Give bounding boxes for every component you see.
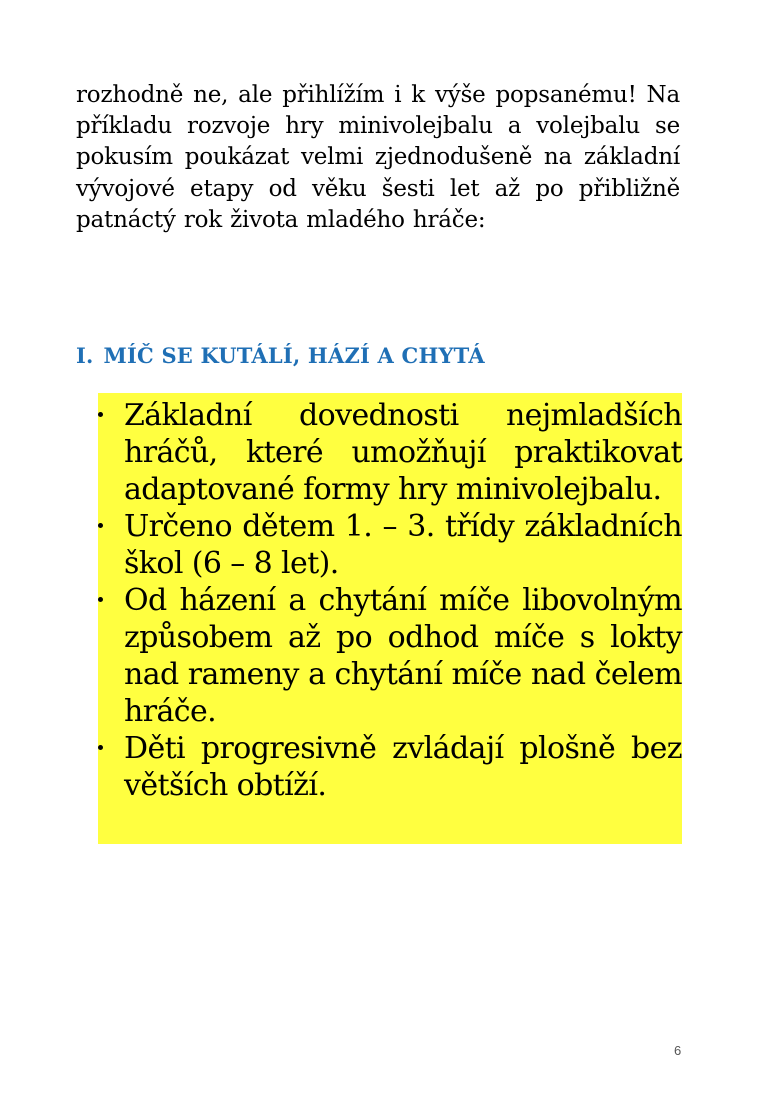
section-number: I.	[76, 343, 94, 368]
bullet-icon	[98, 597, 103, 602]
bullet-text: Určeno dětem 1. – 3. třídy základních škol (6 – 8 let).	[124, 509, 682, 581]
bullet-text: Od házení a chytání míče libovolným způsobem až po odhod míče s lokty nad rameny a chytání míče nad čelem hráče.	[124, 583, 682, 729]
bullet-icon	[98, 523, 103, 528]
bullet-text: Základní dovednosti nejmladších hráčů, které umožňují praktikovat adaptované formy hry minivolejbalu.	[124, 398, 682, 507]
bullet-item	[98, 582, 682, 730]
section-title: MÍČ SE KUTÁLÍ, HÁZÍ A CHYTÁ	[103, 343, 485, 368]
bullet-item	[98, 730, 682, 804]
section-heading	[76, 343, 485, 368]
intro-paragraph: rozhodně ne, ale přihlížím i k výše popsanému! Na příkladu rozvoje hry minivolejbalu a volejbalu se pokusím poukázat velmi zjednodušeně na základní vývojové etapy od věku šesti let až po přibližně patnáctý rok života mladého hráče:	[76, 82, 680, 233]
bullet-list	[98, 397, 682, 804]
bullet-icon	[98, 745, 103, 750]
bullet-item	[98, 397, 682, 508]
page-number: 6	[674, 1043, 682, 1058]
bullet-icon	[98, 412, 103, 417]
bullet-item	[98, 508, 682, 582]
bullet-text: Děti progresivně zvládají plošně bez větších obtíží.	[124, 731, 682, 803]
